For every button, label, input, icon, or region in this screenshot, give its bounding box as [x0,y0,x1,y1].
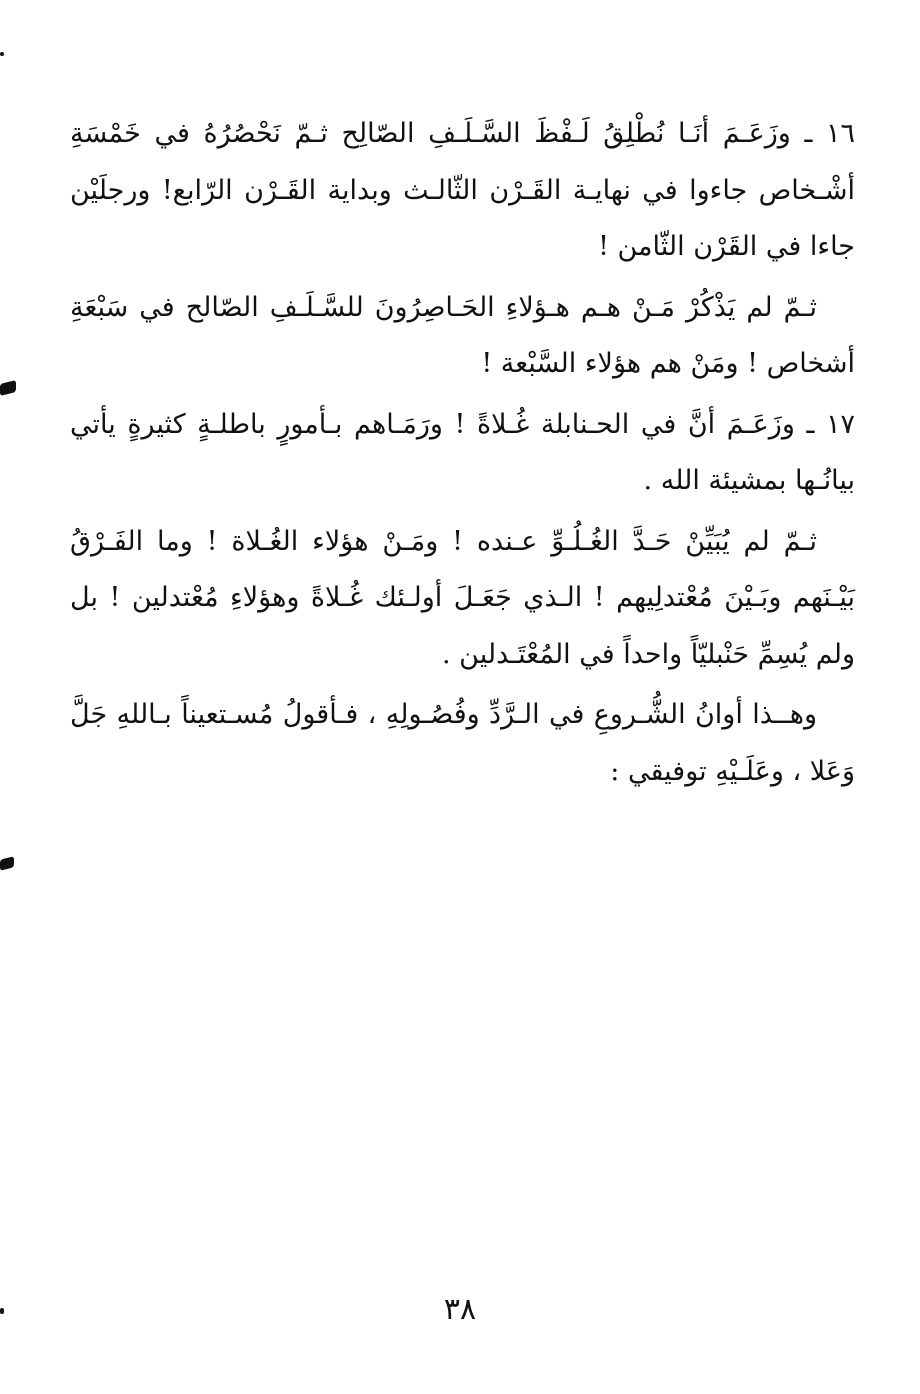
main-text [70,106,855,804]
paragraph-closing: وهــذا أوانُ الشُّـروعِ في الـرَّدِّ وفُصُـولِهِ ، فـأقولُ مُسـتعيناً بـاللهِ جَلَّ وَعَلا ، وعَلَـيْهِ توفيقي : [70,699,855,787]
scan-edge-mark [0,380,16,396]
paragraph-followup-16: ثـمّ لم يَذْكُرْ مَـنْ هـم هـؤلاءِ الحَـاصِرُونَ للسَّـلَـفِ الصّالح في سَبْعَةِ أشخاص ! ومَنْ هم هؤلاء السَّبْعة ! [70,291,855,379]
scan-edge-mark [0,856,14,870]
paragraph-17: ١٧ ـ وزَعَـمَ أنَّ في الحـنابلة غُـلاةً ! ورَمَـاهم بـأمورٍ باطلـةٍ كثيرةٍ يأتي بيانُـها بمشيئة الله . [70,408,855,496]
scan-edge-mark [0,52,4,56]
paragraph-16: ١٦ ـ وزَعَـمَ أنَـا نُطْلِقُ لَـفْظَ السَّـلَـفِ الصّالِح ثـمّ نَحْصُرُهُ في خَمْسَةِ أشْـخاص جاءوا في نهايـة القَـرْن الثّالـث وبداية القَـرْن الرّابع! ورجلَيْن جاءا في القَرْن الثّامن ! [70,118,855,262]
page-number: ٣٨ [443,1292,477,1327]
paragraph-followup-17: ثـمّ لم يُبَيِّنْ حَـدَّ الغُـلُـوِّ عـنده ! ومَـنْ هؤلاء الغُـلاة ! وما الفَـرْقُ بَيْـنَهم وبَـيْنَ مُعْتدلِيهم ! الـذي جَعَـلَ أولـئك غُـلاةً وهؤلاءِ مُعْتدلين ! بل ولم يُسِمِّ حَنْبليّاً واحداً في المُعْتَـدلين . [70,525,855,670]
